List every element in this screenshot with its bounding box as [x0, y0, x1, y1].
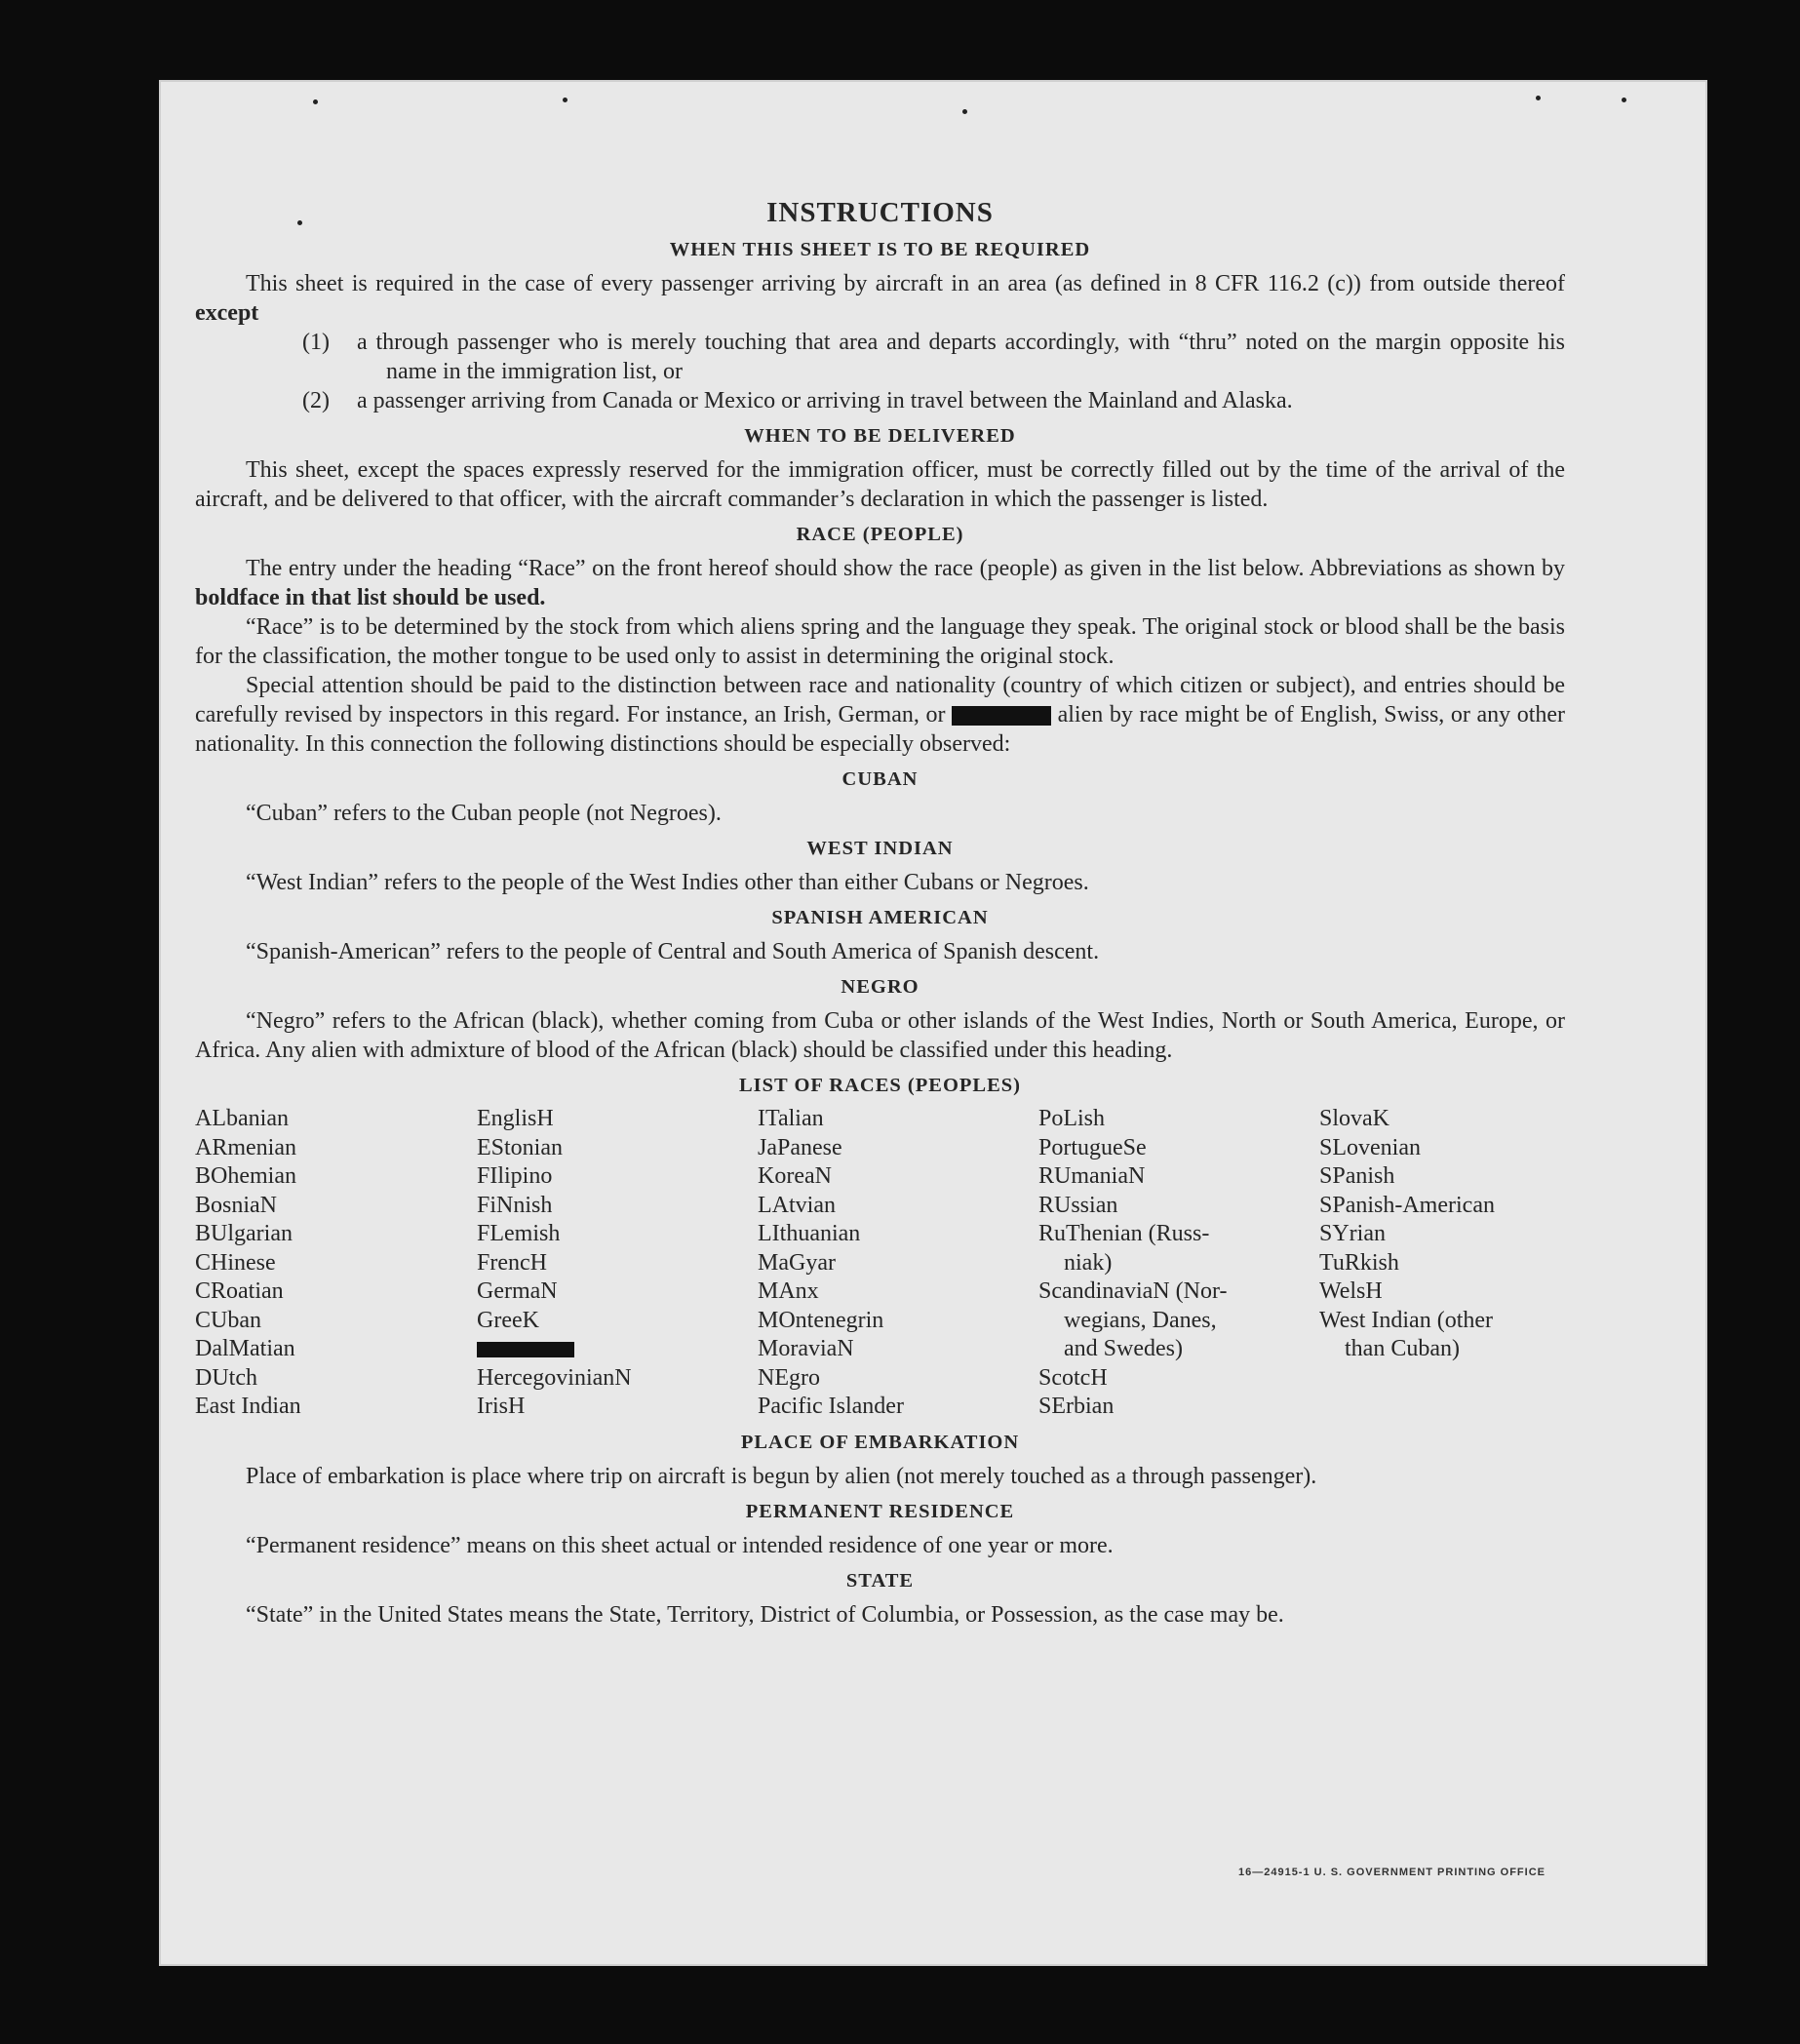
race-entry-continued: and Swedes): [1064, 1336, 1183, 1361]
race-entry: NEgro: [758, 1364, 820, 1391]
race-paragraph-1: [195, 554, 1565, 612]
race-entry: ALbanian: [195, 1106, 289, 1131]
heading-west-indian: WEST INDIAN: [806, 838, 954, 859]
race-entry: GermaN: [477, 1278, 558, 1304]
race-p1-text: The entry under the heading “Race” on the front hereof should show the race (people) as given in the list below. Abbreviations as shown by: [246, 556, 1565, 581]
speck: [1536, 96, 1541, 100]
redaction-mark: [477, 1342, 574, 1357]
race-entry: SErbian: [1038, 1394, 1115, 1419]
speck: [962, 109, 967, 114]
race-entry: CUban: [195, 1307, 261, 1333]
races-list: [195, 1105, 1565, 1422]
race-paragraph-3: [195, 671, 1565, 759]
race-entry: EnglisH: [477, 1106, 554, 1131]
races-column-5: [1319, 1105, 1565, 1422]
heading-delivered: WHEN TO BE DELIVERED: [744, 425, 1016, 447]
item-number: (2): [302, 388, 330, 413]
race-entry: ITalian: [758, 1106, 824, 1131]
race-entry: RuThenian (Russ-: [1038, 1221, 1210, 1246]
race-entry: RUmaniaN: [1038, 1163, 1146, 1189]
race-p3-text: Special attention should be paid to the distinction between race and nationality (country of which citizen or subject), and entries should be carefully revised by inspectors in this regard. For instance, an Irish, German, or: [195, 673, 1565, 727]
race-entry: MOntenegrin: [758, 1307, 884, 1333]
race-entry: FiNnish: [477, 1192, 553, 1218]
speck: [563, 98, 567, 102]
race-entry: JaPanese: [758, 1134, 842, 1160]
heading-spanish-american: SPANISH AMERICAN: [771, 907, 989, 928]
race-entry: FrencH: [477, 1249, 547, 1276]
race-entry: FIlipino: [477, 1163, 553, 1189]
required-intro-except: except: [195, 300, 259, 326]
west-indian-text: “West Indian” refers to the people of the West Indies other than either Cubans or Negroes.: [246, 870, 1089, 895]
speck: [1622, 98, 1626, 102]
heading-cuban: CUBAN: [841, 768, 919, 790]
races-column-3: [758, 1105, 1038, 1422]
race-entry: ARmenian: [195, 1134, 296, 1160]
race-entry: DUtch: [195, 1364, 257, 1391]
race-entry: LIthuanian: [758, 1221, 861, 1246]
race-entry: EStonian: [477, 1134, 563, 1160]
race-entry-continued: niak): [1064, 1249, 1113, 1276]
races-column-4: [1038, 1105, 1319, 1422]
race-entry: SLovenian: [1319, 1134, 1421, 1160]
race-entry: SlovaK: [1319, 1106, 1389, 1131]
race-entry: HercegovinianN: [477, 1364, 632, 1391]
race-entry: BUlgarian: [195, 1221, 293, 1246]
heading-state: STATE: [845, 1569, 915, 1592]
race-entry: DalMatian: [195, 1336, 295, 1361]
heading-permanent-residence: PERMANENT RESIDENCE: [745, 1500, 1015, 1522]
instructions-content: [195, 197, 1565, 1630]
race-entry-continued: than Cuban): [1345, 1336, 1460, 1361]
negro-text: “Negro” refers to the African (black), whether coming from Cuba or other islands of the West Indies, North or South America, Europe, or Africa. Any alien with admixture of blood of the African (black) should be classified under this heading.: [195, 1008, 1565, 1063]
race-entry: SPanish-American: [1319, 1192, 1495, 1218]
race-entry: West Indian (other: [1319, 1307, 1494, 1333]
race-entry: FLemish: [477, 1221, 561, 1246]
race-entry: ScotcH: [1038, 1364, 1108, 1391]
item-number: (1): [302, 330, 330, 355]
race-entry: RUssian: [1038, 1192, 1118, 1218]
race-p3-text-end: alien by race might be of English, Swiss, or any other nationality. In this connection the following distinctions should be especially observed:: [195, 702, 1566, 757]
race-entry: WelsH: [1319, 1278, 1383, 1304]
race-paragraph-2: “Race” is to be determined by the stock from which aliens spring and the language they speak. The original stock or blood shall be the basis for the classification, the mother tongue to be used only to assist in determining the original stock.: [195, 614, 1565, 669]
required-item-1: [195, 328, 1565, 386]
races-column-2: [477, 1105, 758, 1422]
required-intro: [195, 269, 1565, 328]
race-entry: BosniaN: [195, 1192, 277, 1218]
race-entry: MoraviaN: [758, 1336, 854, 1361]
redaction-mark: [952, 706, 1051, 726]
speck: [313, 99, 318, 104]
heading-list-of-races: LIST OF RACES (PEOPLES): [739, 1075, 1021, 1096]
race-entry: CHinese: [195, 1249, 276, 1276]
embarkation-text: Place of embarkation is place where trip on aircraft is begun by alien (not merely touched as a through passenger).: [246, 1463, 1317, 1489]
race-entry: CRoatian: [195, 1278, 284, 1304]
item-text: a passenger arriving from Canada or Mexico or arriving in travel between the Mainland and Alaska.: [357, 388, 1293, 413]
race-p1-bold: boldface in that list should be used.: [195, 585, 546, 610]
race-entry: PoLish: [1038, 1106, 1106, 1131]
heading-race: RACE (PEOPLE): [796, 524, 964, 545]
heading-required: WHEN THIS SHEET IS TO BE REQUIRED: [669, 239, 1091, 260]
race-entry: IrisH: [477, 1394, 526, 1419]
races-column-1: [195, 1105, 477, 1422]
spanish-american-text: “Spanish-American” refers to the people of Central and South America of Spanish descent.: [246, 939, 1100, 964]
page-title: INSTRUCTIONS: [766, 197, 994, 228]
state-text: “State” in the United States means the State, Territory, District of Columbia, or Possession, as the case may be.: [246, 1601, 1284, 1628]
heading-negro: NEGRO: [841, 976, 920, 998]
heading-embarkation: PLACE OF EMBARKATION: [740, 1431, 1020, 1453]
race-entry-redacted: [477, 1335, 758, 1364]
race-entry-continued: wegians, Danes,: [1064, 1307, 1217, 1333]
race-entry: East Indian: [195, 1394, 301, 1419]
printing-office-code: 16—24915-1 U. S. GOVERNMENT PRINTING OFFICE: [1237, 1867, 1546, 1878]
residence-text: “Permanent residence” means on this sheet actual or intended residence of one year or more.: [246, 1532, 1114, 1558]
race-entry: Pacific Islander: [758, 1394, 904, 1419]
item-text: a through passenger who is merely touching that area and departs accordingly, with “thru” noted on the margin opposite his name in the immigration list, or: [357, 330, 1565, 384]
race-entry: KoreaN: [758, 1163, 832, 1189]
race-entry: BOhemian: [195, 1163, 296, 1189]
race-entry: MaGyar: [758, 1249, 836, 1276]
race-entry: TuRkish: [1319, 1249, 1399, 1276]
required-intro-text: This sheet is required in the case of every passenger arriving by aircraft in an area (as defined in 8 CFR 116.2 (c)) from outside thereof: [246, 271, 1565, 296]
delivered-text: This sheet, except the spaces expressly reserved for the immigration officer, must be correctly filled out by the time of the arrival of the aircraft, and be delivered to that officer, with the aircraft commander’s declaration in which the passenger is listed.: [195, 457, 1565, 512]
race-entry: SPanish: [1319, 1163, 1395, 1189]
race-entry: MAnx: [758, 1278, 819, 1304]
race-entry: SYrian: [1319, 1221, 1386, 1246]
required-item-2: [195, 386, 1565, 415]
race-entry: LAtvian: [758, 1192, 836, 1218]
document-sheet: [159, 80, 1707, 1966]
race-entry: GreeK: [477, 1307, 539, 1333]
cuban-text: “Cuban” refers to the Cuban people (not Negroes).: [246, 801, 722, 826]
race-entry: ScandinaviaN (Nor-: [1038, 1278, 1228, 1304]
race-entry: PortugueSe: [1038, 1134, 1147, 1160]
